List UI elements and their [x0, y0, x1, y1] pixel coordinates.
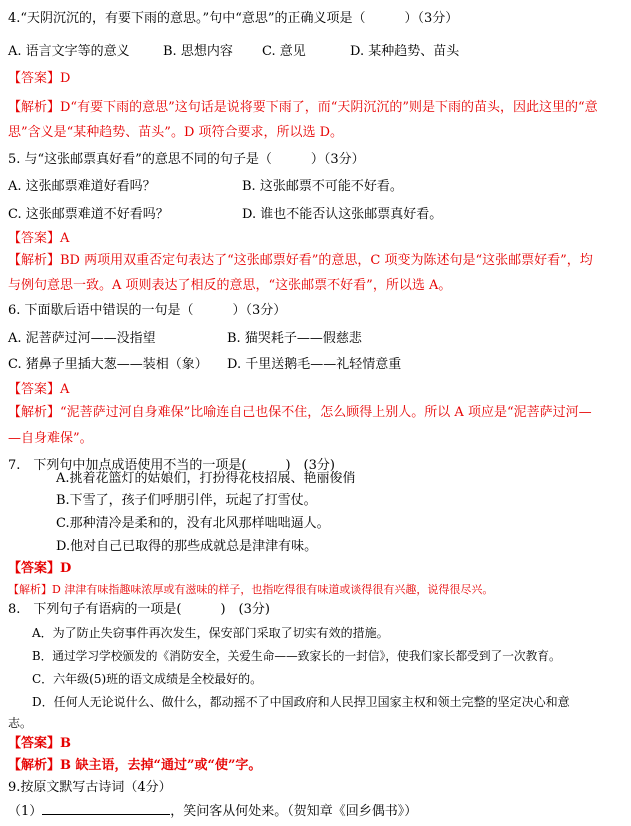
q4-analysis-line2: 思”含义是“某种趋势、苗头”。D 项符合要求，所以选 D。	[8, 125, 344, 140]
q4-option-c: C. 意见	[262, 44, 306, 59]
q7-option-d: D.他对自己已取得的那些成就总是津津有味。	[56, 539, 318, 554]
q7-analysis: 【解析】D 津津有味指趣味浓厚或有滋味的样子，也指吃得很有味道或谈得很有兴趣，说得很尽兴。	[8, 583, 494, 596]
q5-option-b: B. 这张邮票不可能不好看。	[242, 179, 403, 194]
q8-option-b: B．通过学习学校颁发的《消防安全，关爱生命——致家长的一封信》，使我们家长都受到了一次教育。	[32, 649, 561, 663]
q5-option-a: A. 这张邮票难道好看吗？	[8, 179, 156, 194]
q6-option-c: C. 猪鼻子里插大葱——装相（象）	[8, 357, 208, 372]
q4-answer: 【答案】D	[8, 71, 71, 86]
q7-answer: 【答案】D	[8, 561, 72, 576]
q5-option-d: D. 谁也不能否认这张邮票真好看。	[242, 207, 443, 222]
q8-option-a: A．为了防止失窃事件再次发生，保安部门采取了切实有效的措施。	[32, 626, 389, 640]
q9-item-1	[8, 802, 417, 821]
q7-stem: 7. 下列句中加点成语使用不当的一项是( ) (3分)	[8, 458, 335, 473]
q5-stem: 5. 与“这张邮票真好看”的意思不同的句子是（ ）（3分）	[8, 152, 365, 167]
q6-option-d: D. 千里送鹅毛——礼轻情意重	[227, 357, 402, 372]
q6-option-b: B. 猫哭耗子——假慈悲	[227, 331, 362, 346]
q8-option-c: C．六年级(5)班的语文成绩是全校最好的。	[32, 672, 263, 686]
q5-analysis-line2: 与例句意思一致。A 项则表达了相反的意思，“这张邮票不好看”，所以选 A。	[8, 278, 452, 293]
q6-analysis-line2: —自身难保”。	[8, 431, 93, 446]
q8-stem: 8. 下列句子有语病的一项是( ) (3分)	[8, 602, 270, 617]
q7-option-b: B.下雪了，孩子们呼朋引伴，玩起了打雪仗。	[56, 493, 317, 508]
q4-option-d: D. 某种趋势、苗头	[350, 44, 460, 59]
q8-option-d: D．任何人无论说什么、做什么，都动摇不了中国政府和人民捍卫国家主权和领土完整的坚定决心和意	[32, 695, 570, 709]
q5-answer: 【答案】A	[8, 231, 70, 246]
q8-answer: 【答案】B	[8, 736, 71, 751]
q8-option-d-continued: 志。	[8, 716, 33, 730]
q4-stem: 4.“天阴沉沉的，有要下雨的意思。”句中“意思”的正确义项是（ ）（3分）	[8, 11, 459, 26]
q9-answer-blank[interactable]	[42, 802, 170, 815]
q9-item-1-number: （1）	[8, 804, 43, 819]
q4-analysis-line1: 【解析】D“有要下雨的意思”这句话是说将要下雨了，而“天阴沉沉的”则是下雨的苗头，因此这里的“意	[8, 100, 598, 115]
q6-analysis-line1: 【解析】“泥菩萨过河自身难保”比喻连自己也保不住，怎么顾得上别人。所以 A 项应是“泥菩萨过河—	[8, 405, 592, 420]
q6-answer: 【答案】A	[8, 382, 70, 397]
q9-stem: 9.按原文默写古诗词（4分）	[8, 780, 172, 795]
q4-option-a: A. 语言文字等的意义	[8, 44, 130, 59]
q5-option-c: C. 这张邮票难道不好看吗？	[8, 207, 169, 222]
q6-option-a: A. 泥菩萨过河——没指望	[8, 331, 156, 346]
q4-option-b: B. 思想内容	[163, 44, 233, 59]
q9-item-1-text: ，笑问客从何处来。（贺知章《回乡偶书》）	[170, 804, 418, 819]
q8-analysis: 【解析】B 缺主语，去掉“通过”或“使”字。	[8, 758, 262, 773]
q5-analysis-line1: 【解析】BD 两项用双重否定句表达了“这张邮票好看”的意思，C 项变为陈述句是“这张邮票好看”，均	[8, 253, 593, 268]
q7-option-c: C.那种清冷是柔和的，没有北风那样咄咄逼人。	[56, 516, 330, 531]
q6-stem: 6. 下面歇后语中错误的一句是（ ）（3分）	[8, 303, 287, 318]
q7-option-a: A.挑着花篮灯的姑娘们，打扮得花枝招展、艳丽俊俏	[56, 471, 356, 486]
